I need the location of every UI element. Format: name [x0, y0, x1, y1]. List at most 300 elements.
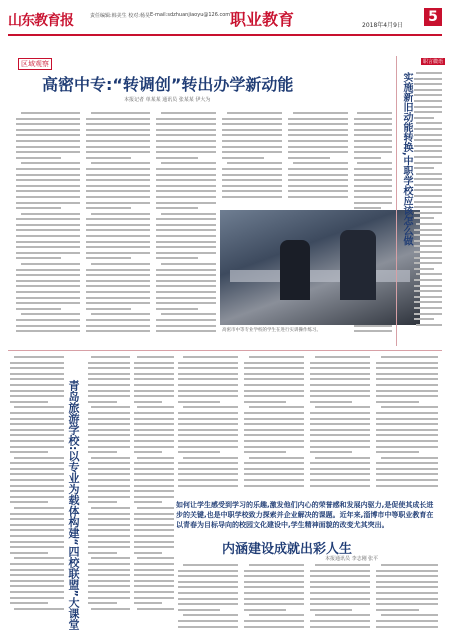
text-line — [86, 118, 150, 120]
text-line — [10, 440, 64, 442]
lead-column-2 — [86, 112, 150, 336]
text-line — [137, 507, 174, 509]
text-line — [414, 234, 442, 236]
text-line — [222, 123, 282, 125]
text-line — [161, 313, 216, 315]
text-line — [16, 190, 80, 192]
text-line — [222, 134, 282, 136]
text-line — [10, 513, 64, 515]
lead-column-4 — [222, 112, 282, 202]
text-line — [376, 462, 438, 464]
text-line — [137, 557, 174, 559]
text-line — [244, 373, 304, 375]
text-line — [414, 290, 442, 292]
text-line — [310, 603, 370, 605]
text-line — [222, 157, 264, 159]
text-line — [156, 285, 216, 287]
text-line — [10, 423, 64, 425]
text-line — [416, 173, 442, 175]
text-line — [178, 603, 238, 605]
text-line — [88, 535, 130, 537]
text-line — [16, 174, 80, 176]
text-line — [86, 235, 150, 237]
text-line — [88, 367, 130, 369]
text-line — [10, 395, 64, 397]
text-line — [354, 118, 392, 120]
text-line — [134, 597, 174, 599]
side-tag: 职言微语 — [423, 59, 444, 65]
text-line — [244, 620, 304, 622]
text-line — [137, 356, 174, 358]
text-line — [88, 479, 130, 481]
text-line — [222, 140, 282, 142]
text-line — [134, 401, 162, 403]
text-line — [310, 434, 370, 436]
text-line — [88, 440, 130, 442]
text-line — [134, 367, 174, 369]
text-line — [134, 524, 174, 526]
text-line — [178, 570, 238, 572]
text-line — [414, 139, 442, 141]
text-line — [21, 263, 80, 265]
text-line — [178, 598, 238, 600]
text-line — [134, 423, 174, 425]
text-line — [86, 134, 150, 136]
text-line — [315, 406, 370, 408]
text-line — [381, 457, 438, 459]
text-line — [10, 367, 64, 369]
text-line — [10, 580, 64, 582]
text-line — [16, 168, 80, 170]
text-line — [156, 241, 216, 243]
text-line — [414, 156, 442, 158]
text-line — [10, 451, 48, 453]
text-line — [137, 608, 174, 610]
text-line — [14, 608, 64, 610]
text-line — [10, 485, 64, 487]
text-line — [414, 162, 442, 164]
text-line — [88, 473, 130, 475]
text-line — [16, 269, 80, 271]
text-line — [354, 140, 392, 142]
text-line — [10, 518, 64, 520]
text-line — [381, 406, 438, 408]
text-line — [156, 269, 216, 271]
text-line — [414, 189, 442, 191]
text-line — [14, 507, 64, 509]
text-line — [310, 462, 370, 464]
text-line — [88, 597, 130, 599]
text-line — [414, 78, 442, 80]
text-line — [16, 241, 80, 243]
text-line — [10, 535, 64, 537]
text-line — [414, 318, 434, 320]
text-line — [178, 592, 238, 594]
text-line — [156, 291, 216, 293]
text-line — [315, 564, 370, 566]
text-line — [288, 174, 348, 176]
text-line — [310, 395, 370, 397]
text-line — [88, 395, 130, 397]
text-line — [414, 150, 442, 152]
text-line — [134, 429, 174, 431]
text-line — [244, 479, 304, 481]
section-divider — [8, 350, 442, 351]
text-line — [134, 569, 174, 571]
text-line — [414, 240, 442, 242]
text-line — [86, 224, 150, 226]
text-line — [10, 574, 64, 576]
text-line — [288, 151, 348, 153]
bl-column-1 — [10, 356, 64, 613]
text-line — [134, 591, 174, 593]
column-divider — [396, 56, 397, 346]
lead-column-3 — [156, 112, 216, 336]
text-line — [88, 378, 130, 380]
text-line — [376, 575, 438, 577]
text-line — [310, 390, 370, 392]
text-line — [310, 418, 370, 420]
text-line — [161, 112, 216, 114]
text-line — [86, 202, 150, 204]
text-line — [178, 468, 238, 470]
text-line — [414, 279, 442, 281]
text-line — [88, 434, 130, 436]
text-line — [244, 598, 304, 600]
text-line — [134, 490, 174, 492]
lead-column-5 — [288, 112, 348, 202]
editor-credit: 责任编辑:韩美生 校对:杨昊 — [90, 13, 150, 19]
text-line — [414, 111, 442, 113]
text-line — [354, 129, 392, 131]
text-line — [10, 569, 64, 571]
text-line — [357, 162, 392, 164]
text-line — [86, 146, 150, 148]
text-line — [16, 146, 80, 148]
text-line — [156, 202, 216, 204]
text-line — [161, 162, 216, 164]
text-line — [10, 473, 64, 475]
br-column-4 — [376, 356, 438, 490]
text-line — [310, 620, 370, 622]
text-line — [414, 89, 442, 91]
text-line — [414, 245, 442, 247]
text-line — [315, 614, 370, 616]
text-line — [178, 609, 220, 611]
text-line — [310, 586, 370, 588]
text-line — [414, 145, 442, 147]
br-column-8 — [376, 564, 438, 631]
text-line — [16, 129, 80, 131]
text-line — [354, 151, 392, 153]
text-line — [88, 412, 130, 414]
text-line — [88, 569, 130, 571]
text-line — [156, 325, 216, 327]
text-line — [88, 591, 130, 593]
text-line — [376, 479, 438, 481]
text-line — [88, 513, 130, 515]
text-line — [414, 106, 442, 108]
text-line — [183, 564, 238, 566]
text-line — [354, 174, 392, 176]
text-line — [16, 140, 80, 142]
bl-column-3 — [134, 356, 174, 613]
newspaper-logo: 山东教育报 — [8, 13, 73, 29]
text-line — [86, 207, 131, 209]
text-line — [88, 468, 130, 470]
text-line — [376, 440, 438, 442]
text-line — [293, 162, 348, 164]
text-line — [134, 390, 174, 392]
text-line — [178, 412, 238, 414]
text-line — [86, 129, 150, 131]
text-line — [134, 373, 174, 375]
text-line — [414, 201, 442, 203]
text-line — [156, 151, 216, 153]
text-line — [244, 367, 304, 369]
text-line — [310, 446, 370, 448]
text-line — [134, 384, 174, 386]
text-line — [10, 362, 64, 364]
text-line — [156, 252, 216, 254]
text-line — [244, 418, 304, 420]
lead-photo — [220, 210, 420, 325]
text-line — [376, 446, 438, 448]
text-line — [376, 390, 438, 392]
text-line — [376, 592, 438, 594]
text-line — [88, 602, 117, 604]
text-line — [14, 406, 64, 408]
text-line — [16, 202, 80, 204]
text-line — [178, 620, 238, 622]
text-line — [357, 112, 392, 114]
text-line — [310, 581, 370, 583]
text-line — [381, 614, 438, 616]
text-line — [86, 168, 150, 170]
text-line — [288, 190, 348, 192]
text-line — [88, 552, 117, 554]
text-line — [227, 162, 282, 164]
text-line — [244, 586, 304, 588]
text-line — [88, 524, 130, 526]
text-line — [376, 418, 438, 420]
text-line — [310, 592, 370, 594]
text-line — [16, 319, 80, 321]
text-line — [414, 134, 442, 136]
text-line — [244, 440, 304, 442]
text-line — [86, 252, 150, 254]
text-line — [91, 313, 150, 315]
text-line — [222, 146, 282, 148]
text-line — [414, 94, 442, 96]
br-column-1 — [178, 356, 238, 490]
masthead — [8, 4, 442, 36]
br-column-7 — [310, 564, 370, 631]
text-line — [354, 190, 392, 192]
text-line — [222, 129, 282, 131]
text-line — [156, 207, 198, 209]
text-line — [16, 252, 80, 254]
text-line — [414, 301, 442, 303]
text-line — [222, 185, 282, 187]
text-line — [183, 406, 238, 408]
text-line — [10, 429, 64, 431]
text-line — [21, 313, 80, 315]
text-line — [288, 185, 348, 187]
text-line — [376, 362, 438, 364]
text-line — [16, 118, 80, 120]
text-line — [222, 190, 282, 192]
text-line — [156, 134, 216, 136]
text-line — [178, 473, 238, 475]
text-line — [10, 384, 64, 386]
text-line — [88, 546, 130, 548]
text-line — [288, 118, 348, 120]
text-line — [21, 162, 80, 164]
text-line — [354, 207, 381, 209]
text-line — [86, 319, 150, 321]
text-line — [310, 362, 370, 364]
text-line — [416, 223, 442, 225]
text-line — [10, 496, 64, 498]
text-line — [354, 134, 392, 136]
text-line — [178, 581, 238, 583]
side-title: 实施新旧动能转换,中职学校应该怎么做 — [401, 72, 412, 246]
text-line — [414, 128, 442, 130]
text-line — [88, 401, 117, 403]
text-line — [156, 168, 216, 170]
text-line — [156, 146, 216, 148]
text-line — [178, 626, 238, 628]
text-line — [310, 401, 352, 403]
text-line — [244, 575, 304, 577]
text-line — [310, 570, 370, 572]
text-line — [244, 378, 304, 380]
text-line — [156, 330, 216, 332]
text-line — [88, 490, 130, 492]
text-line — [86, 151, 150, 153]
text-line — [414, 212, 442, 214]
text-line — [10, 546, 64, 548]
text-line — [354, 157, 381, 159]
text-line — [10, 446, 64, 448]
text-line — [134, 541, 174, 543]
text-line — [178, 440, 238, 442]
text-line — [14, 457, 64, 459]
text-line — [244, 434, 304, 436]
text-line — [222, 196, 282, 198]
text-line — [86, 179, 150, 181]
text-line — [134, 501, 162, 503]
text-line — [414, 262, 442, 264]
text-line — [134, 580, 174, 582]
text-line — [376, 378, 438, 380]
text-line — [86, 196, 150, 198]
text-line — [88, 496, 130, 498]
text-line — [134, 479, 174, 481]
text-line — [310, 378, 370, 380]
text-line — [134, 462, 174, 464]
text-line — [376, 609, 419, 611]
text-line — [86, 190, 150, 192]
text-line — [376, 434, 438, 436]
text-line — [88, 501, 117, 503]
br-intro: 如何让学生感受到学习的乐趣,激发他们内心的荣誉感和发展内驱力,是促使其成长进步的关键,也是中职学校致力探索并企业解决的课题。近年来,淄博市中等职业教育在以青春为目标导向的校园文化建设中,学生精神面貌的改变尤其突出。 — [176, 501, 434, 529]
text-line — [416, 324, 442, 326]
text-line — [91, 557, 130, 559]
text-line — [86, 330, 150, 332]
text-line — [178, 384, 238, 386]
text-line — [134, 473, 174, 475]
text-line — [88, 580, 130, 582]
text-line — [10, 563, 64, 565]
text-line — [21, 112, 80, 114]
text-line — [244, 401, 286, 403]
br-byline: 本报通讯员 李志刚 张平 — [325, 556, 379, 562]
text-line — [16, 302, 80, 304]
text-line — [88, 429, 130, 431]
text-line — [376, 423, 438, 425]
text-line — [10, 378, 64, 380]
text-line — [86, 140, 150, 142]
text-line — [222, 168, 282, 170]
text-line — [88, 529, 130, 531]
text-line — [137, 457, 174, 459]
text-line — [244, 384, 304, 386]
text-line — [178, 373, 238, 375]
text-line — [16, 151, 80, 153]
text-line — [156, 157, 198, 159]
text-line — [376, 473, 438, 475]
text-line — [134, 552, 162, 554]
text-line — [10, 591, 64, 593]
issue-date: 2018年4月9日 — [362, 22, 403, 29]
text-line — [88, 384, 130, 386]
text-line — [376, 429, 438, 431]
text-line — [414, 313, 442, 315]
text-line — [414, 285, 442, 287]
text-line — [16, 274, 80, 276]
text-line — [222, 174, 282, 176]
text-line — [88, 585, 130, 587]
text-line — [249, 356, 304, 358]
text-line — [86, 269, 150, 271]
text-line — [156, 257, 198, 259]
br-headline: 内涵建设成就出彩人生 — [222, 542, 353, 557]
text-line — [416, 273, 442, 275]
br-column-6 — [244, 564, 304, 631]
text-line — [376, 373, 438, 375]
text-line — [222, 151, 282, 153]
br-column-3 — [310, 356, 370, 490]
text-line — [161, 213, 216, 215]
text-line — [310, 373, 370, 375]
text-line — [244, 451, 286, 453]
lead-headline: 高密中专:“转调创”转出办学新动能 — [42, 75, 294, 94]
text-line — [376, 395, 438, 397]
text-line — [10, 501, 48, 503]
text-line — [86, 241, 150, 243]
text-line — [288, 140, 348, 142]
text-line — [91, 263, 150, 265]
text-line — [10, 552, 48, 554]
text-line — [244, 468, 304, 470]
text-line — [134, 446, 174, 448]
text-line — [88, 518, 130, 520]
text-line — [10, 412, 64, 414]
text-line — [16, 235, 80, 237]
text-line — [156, 185, 216, 187]
